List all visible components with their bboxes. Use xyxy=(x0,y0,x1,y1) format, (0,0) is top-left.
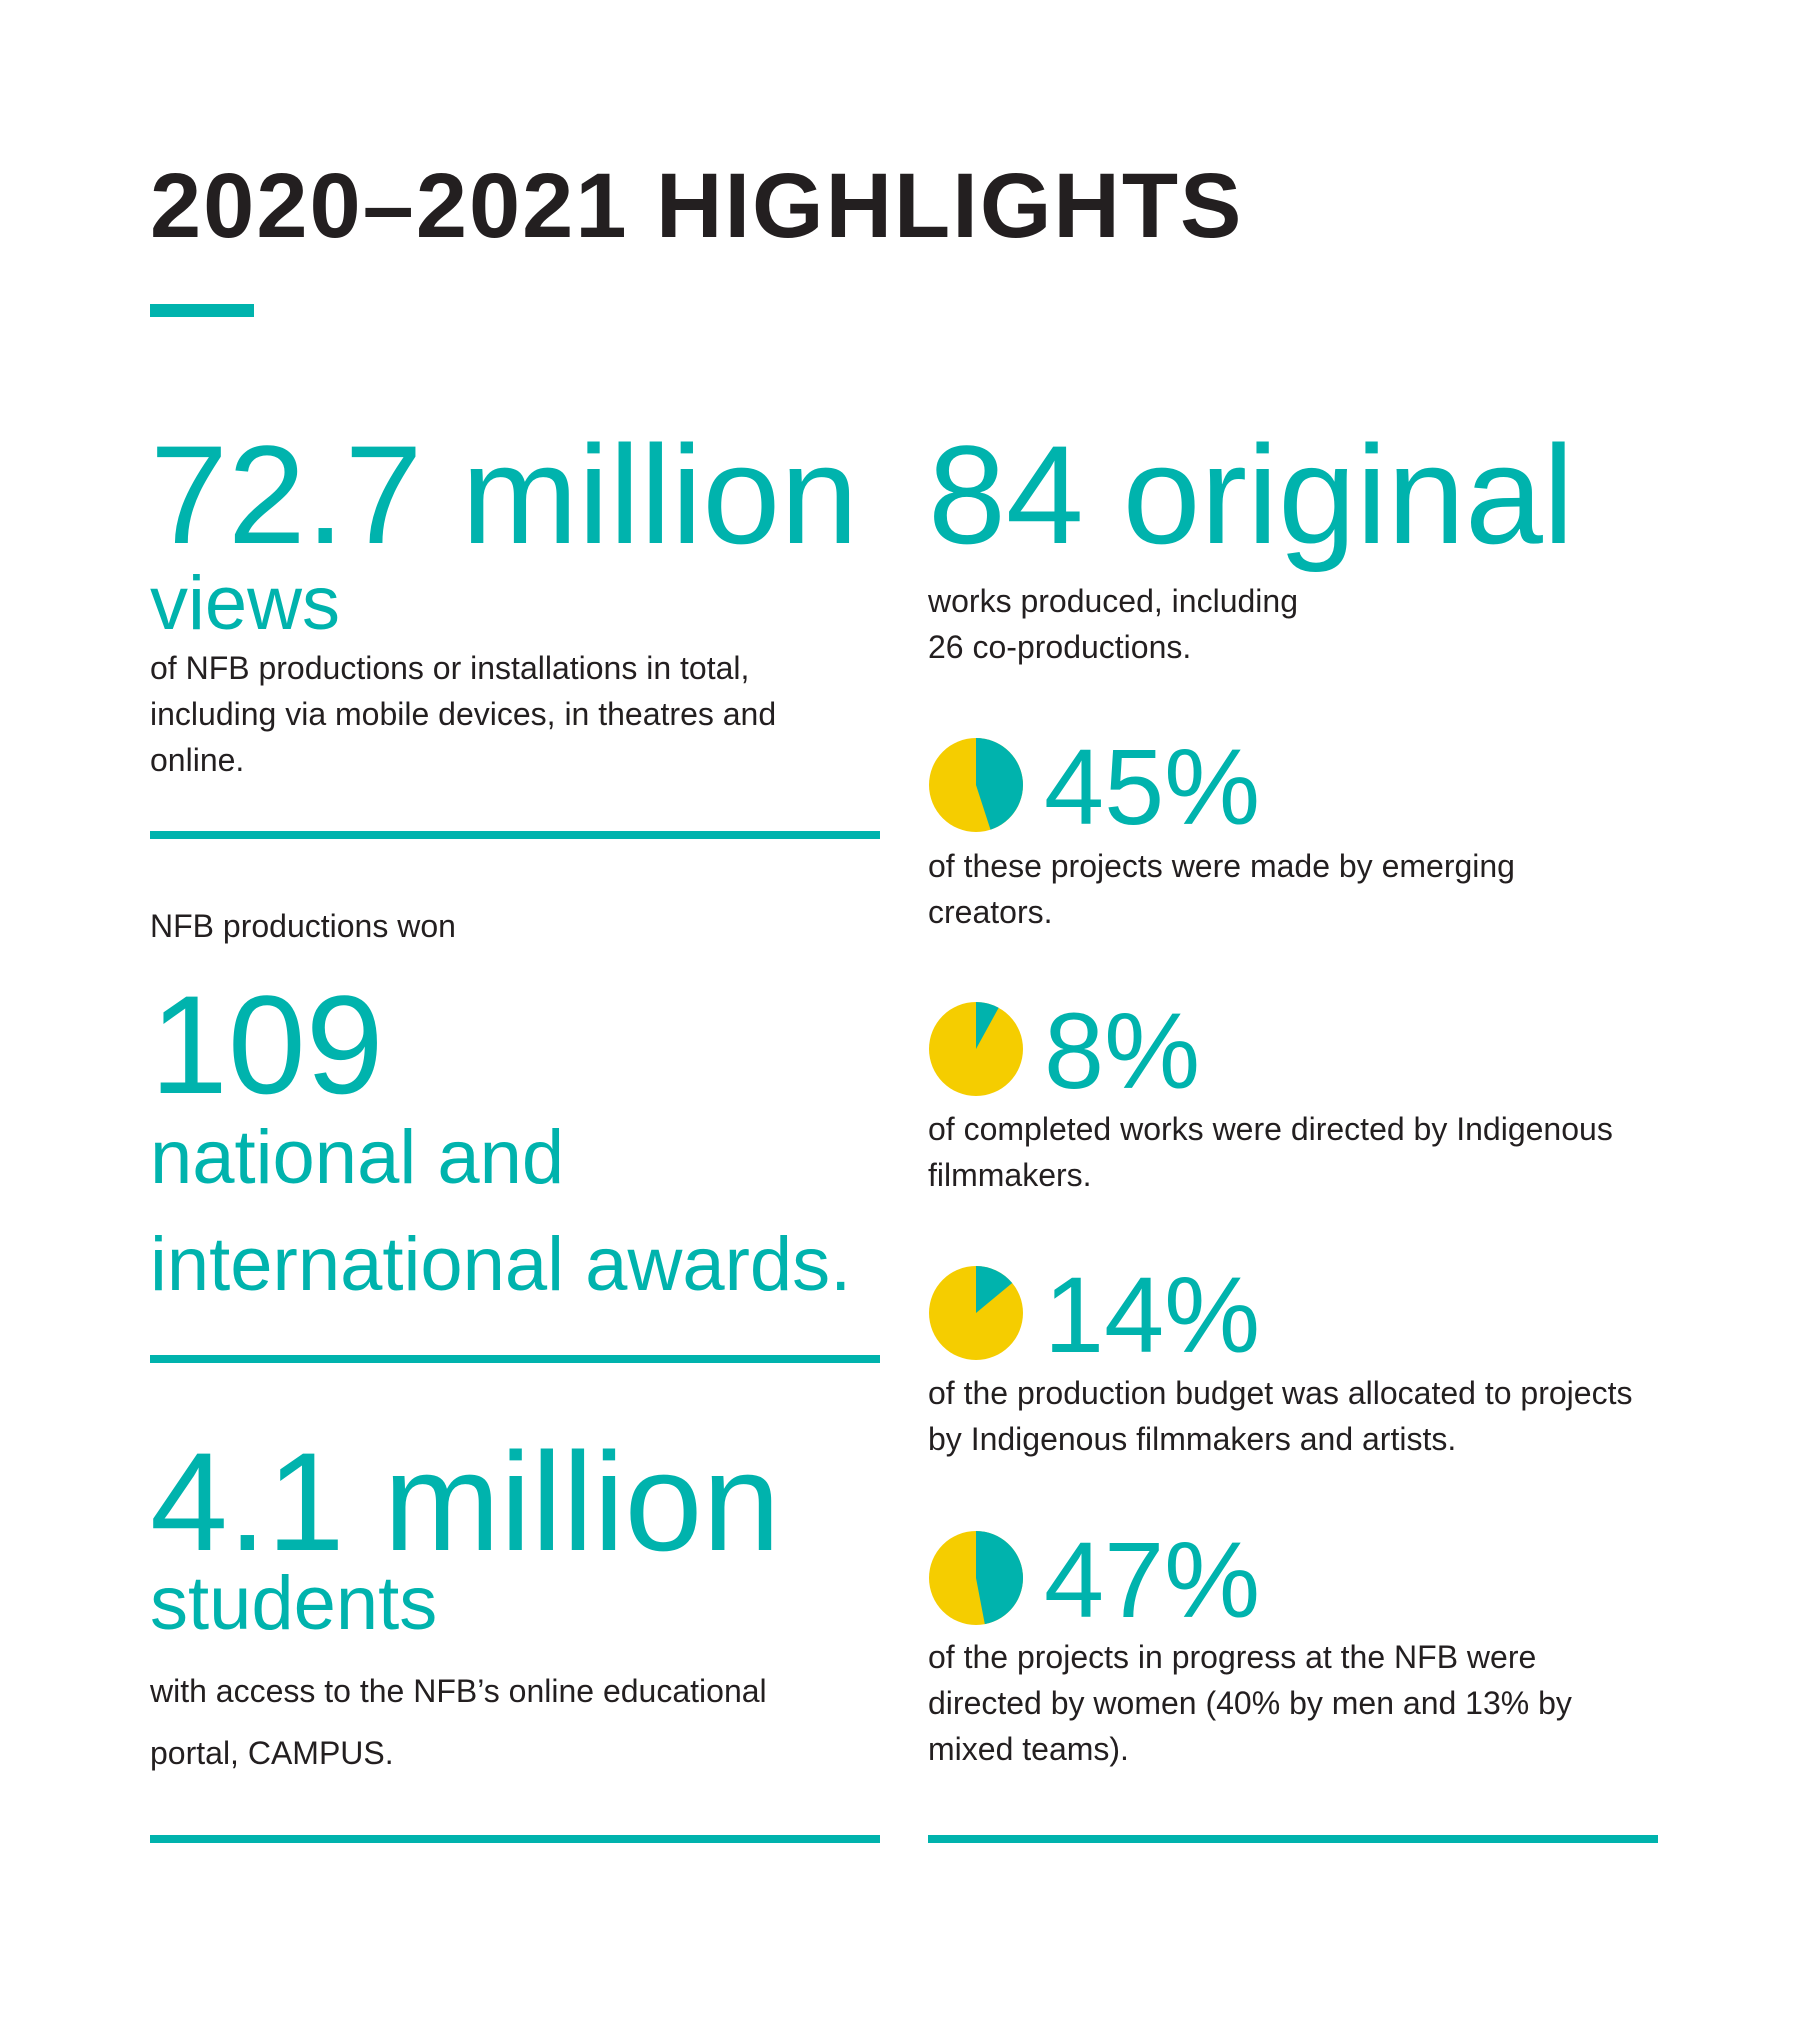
divider-3 xyxy=(150,1835,880,1843)
awards-intro: NFB productions won xyxy=(150,908,456,944)
awards-number: 109 xyxy=(150,966,384,1123)
stat-indigenous-directed xyxy=(928,1001,1024,1102)
stat-emerging-creators-value: 45% xyxy=(1044,726,1261,847)
original-number: 84 original xyxy=(928,416,1574,573)
stat-emerging-creators-description: of these projects were made by emerging creators. xyxy=(928,848,1515,930)
awards-line-1: national and xyxy=(150,1115,565,1200)
stat-women-directed xyxy=(928,1530,1024,1631)
students-unit: students xyxy=(150,1561,438,1646)
divider-4 xyxy=(928,1835,1658,1843)
students-number: 4.1 million xyxy=(150,1423,781,1580)
pie-chart-icon xyxy=(928,1001,1024,1097)
stat-indigenous-budget-description: of the production budget was allocated to projects by Indigenous filmmakers and artists. xyxy=(928,1375,1633,1457)
pie-chart-icon xyxy=(928,1530,1024,1626)
views-description: of NFB productions or installations in total, including via mobile devices, in theatres and online. xyxy=(150,650,777,778)
original-description-line-1: works produced, including xyxy=(928,583,1298,619)
pie-chart-icon xyxy=(928,737,1024,833)
title-accent-bar xyxy=(150,304,254,317)
views-number: 72.7 million xyxy=(150,416,859,573)
page-title: 2020–2021 HIGHLIGHTS xyxy=(150,155,1244,257)
divider-1 xyxy=(150,831,880,839)
students-description: with access to the NFB’s online educational portal, CAMPUS. xyxy=(150,1673,767,1771)
pie-slice xyxy=(976,1531,1023,1624)
stat-indigenous-budget xyxy=(928,1265,1024,1366)
stat-indigenous-directed-description: of completed works were directed by Indigenous filmmakers. xyxy=(928,1111,1613,1193)
stat-emerging-creators xyxy=(928,737,1024,838)
original-description-line-2: 26 co-productions. xyxy=(928,629,1192,665)
pie-chart-icon xyxy=(928,1265,1024,1361)
stat-women-directed-value: 47% xyxy=(1044,1519,1261,1640)
views-unit: views xyxy=(150,561,341,646)
stat-women-directed-description: of the projects in progress at the NFB were directed by women (40% by men and 13% by mixed teams). xyxy=(928,1639,1572,1767)
stat-indigenous-directed-value: 8% xyxy=(1044,990,1201,1111)
stat-indigenous-budget-value: 14% xyxy=(1044,1254,1261,1375)
awards-line-2: international awards. xyxy=(150,1222,852,1307)
divider-2 xyxy=(150,1355,880,1363)
